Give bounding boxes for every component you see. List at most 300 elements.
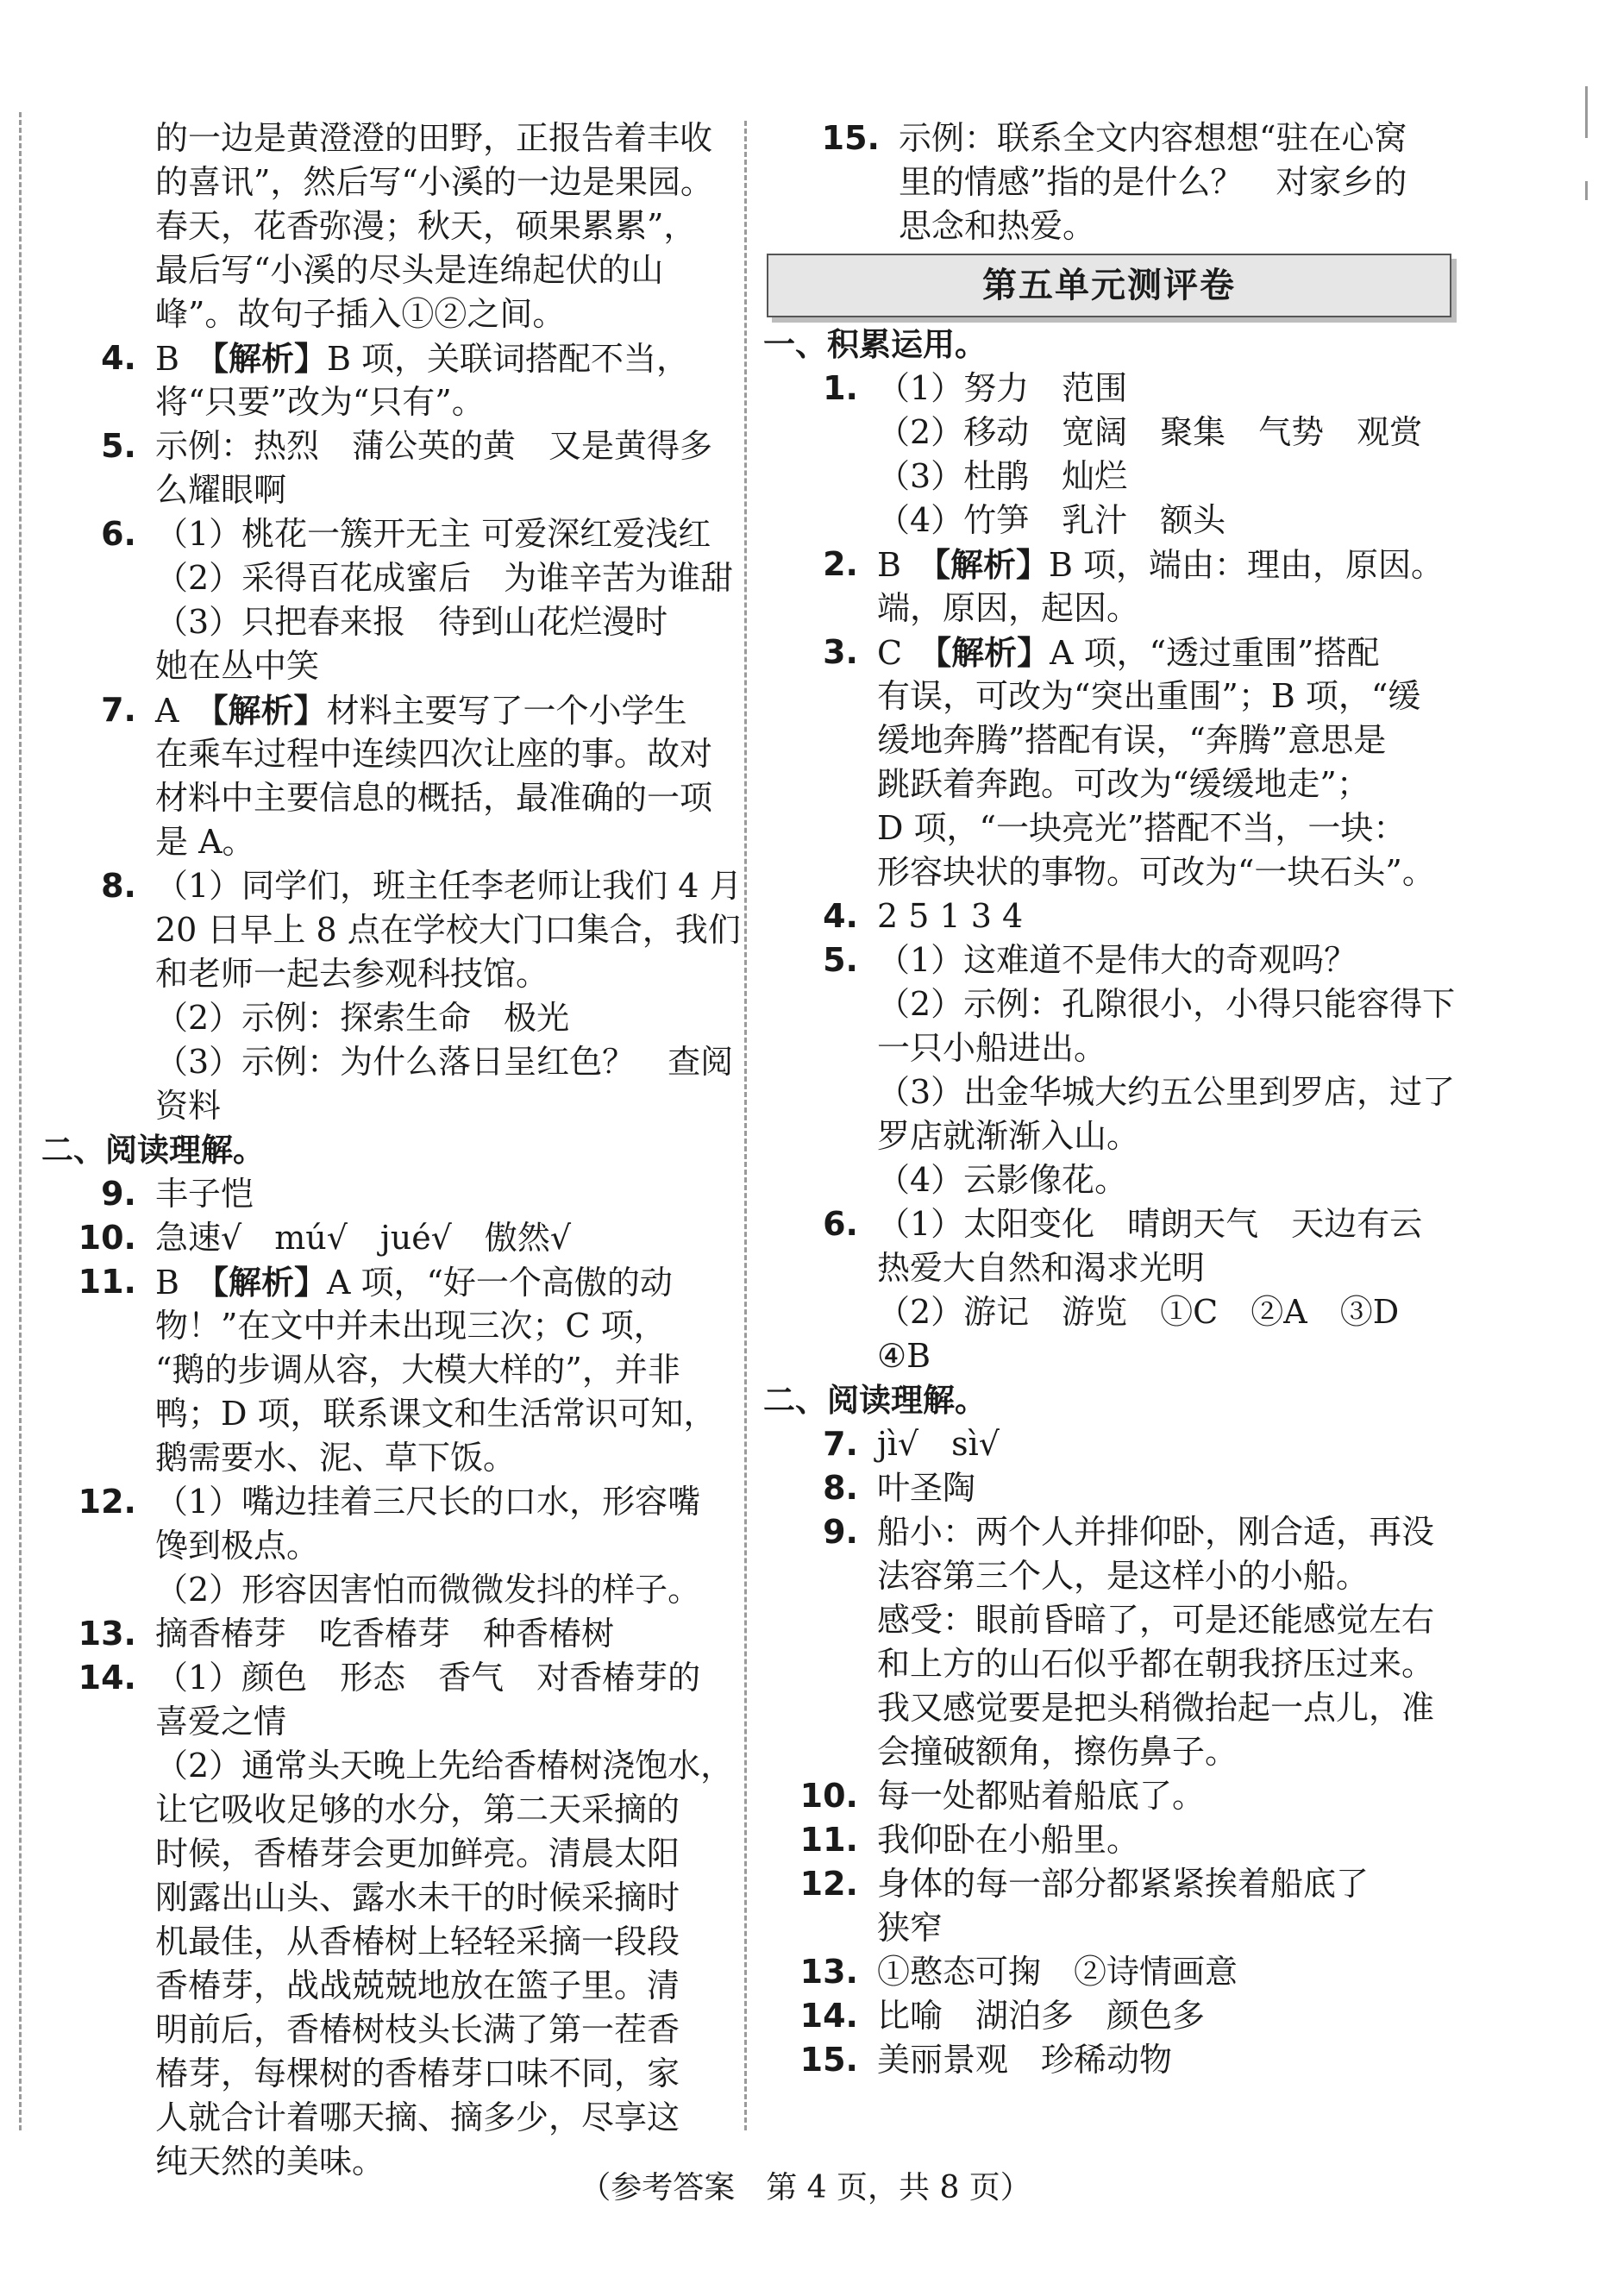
answer-text-wrap (155, 1920, 680, 1964)
answer-line (41, 380, 731, 424)
answer-line (41, 1920, 731, 1964)
binding-dashed-line (19, 112, 22, 2130)
answer-text-wrap (877, 1202, 1422, 1246)
answer-text: （2）采得百花成蜜后 为谁辛苦为谁甜 (155, 559, 734, 597)
section-heading (763, 1378, 1455, 1422)
answer-text: 明前后，香椿树枝头长满了第一茬香 (155, 2011, 680, 2048)
answer-item (763, 1818, 1455, 1862)
answer-text-wrap (877, 674, 1420, 718)
analysis-text: A 项，“好一个高傲的动 (326, 1264, 673, 1302)
answer-text-wrap (877, 1246, 1205, 1290)
answer-text: 一只小船进出。 (877, 1029, 1107, 1067)
answer-line (763, 1730, 1455, 1774)
answer-item (763, 543, 1455, 587)
answer-text-wrap (877, 2038, 1172, 2082)
answer-text: 会撞破额角，擦伤鼻子。 (877, 1733, 1238, 1771)
answer-line (41, 1524, 731, 1568)
answer-text: 鹅需要水、泥、草下饭。 (155, 1439, 517, 1477)
answer-line (763, 850, 1455, 894)
answer-line (763, 1114, 1455, 1158)
answer-text-wrap (155, 1700, 286, 1744)
answer-text: 和老师一起去参观科技馆。 (155, 955, 549, 993)
answer-text: （1）同学们，班主任李老师让我们 4 月 (155, 867, 743, 905)
answer-line (41, 292, 731, 336)
analysis-text: B 项，端由：理由，原因。 (1048, 546, 1444, 584)
answer-line (41, 1744, 734, 1788)
question-number: 10. (78, 1219, 136, 1257)
answer-text-wrap (155, 776, 712, 820)
question-number: 8. (823, 1469, 858, 1507)
answer-text: 是 A。 (155, 823, 255, 861)
answer-text-wrap (155, 116, 712, 160)
answer-text-wrap (877, 1026, 1106, 1070)
answer-item (763, 1862, 1455, 1906)
answer-text-wrap (155, 468, 286, 512)
answer-text: 她在丛中笑 (155, 647, 320, 685)
answer-text-wrap (877, 894, 1023, 938)
answer-text: （3）示例：为什么落日呈红色？ 查阅 (155, 1043, 734, 1081)
answer-text-wrap (877, 1994, 1205, 2038)
answer-text: 叶圣陶 (877, 1469, 976, 1507)
section-heading (763, 323, 1455, 367)
question-number: 11. (799, 1821, 858, 1859)
answer-line (41, 160, 731, 204)
answer-text-wrap (155, 1172, 254, 1216)
answer-line (763, 455, 1455, 499)
answer-item (41, 1656, 731, 1700)
answer-text-wrap (155, 864, 743, 908)
answer-text-wrap (155, 688, 686, 733)
answer-text: 的喜讯”，然后写“小溪的一边是果园。 (155, 163, 713, 201)
answer-text-wrap (155, 1040, 733, 1084)
answer-text-wrap (877, 1334, 931, 1378)
answer-text: 我又感觉要是把头稍微抬起一点儿，准 (877, 1689, 1435, 1727)
answer-text-wrap (877, 1114, 1139, 1158)
answer-item (763, 2038, 1455, 2082)
question-number: 7. (101, 691, 136, 729)
answer-item (41, 864, 743, 908)
answer-text: 馋到极点。 (155, 1527, 320, 1565)
unit-test-banner (767, 254, 1451, 317)
answer-item (41, 1480, 731, 1524)
answer-text: ①憨态可掬 ②诗情画意 (877, 1953, 1238, 1991)
answer-text: （1）太阳变化 晴朗天气 天边有云 (877, 1205, 1423, 1243)
answer-text-wrap (877, 499, 1225, 543)
answer-text: 比喻 湖泊多 颜色多 (877, 1997, 1206, 2035)
question-number: 8. (101, 867, 136, 905)
answer-text-wrap (877, 1466, 975, 1510)
answer-text-wrap (877, 1906, 943, 1950)
answer-text-wrap (877, 1950, 1238, 1994)
answer-line (41, 1040, 734, 1084)
analysis-text: 材料主要写了一个小学生 (326, 692, 687, 730)
answer-text: 20 日早上 8 点在学校大门口集合，我们 (155, 911, 741, 949)
column-divider (744, 121, 747, 2130)
answer-text-wrap (155, 820, 255, 864)
answer-text-wrap (155, 952, 548, 996)
answer-text: 法容第三个人，是这样小的小船。 (877, 1557, 1370, 1595)
question-number: 11. (78, 1263, 136, 1301)
answer-item (41, 1612, 731, 1656)
answer-text: 让它吸收足够的水分，第二天采摘的 (155, 1791, 680, 1829)
answer-line (41, 820, 731, 864)
answer-line (41, 1700, 731, 1744)
answer-line (41, 1788, 731, 1832)
section-heading-text: 二、阅读理解。 (763, 1382, 987, 1419)
answer-text-wrap (877, 1642, 1434, 1686)
question-number: 9. (101, 1175, 136, 1213)
answer-item (763, 1510, 1455, 1554)
answer-item (41, 336, 731, 380)
answer-text: （2）通常头天晚上先给香椿树浇饱水， (155, 1747, 734, 1785)
answer-text-wrap (877, 630, 1379, 675)
answer-text: 热爱大自然和渴求光明 (877, 1249, 1206, 1287)
answer-text-wrap (877, 1774, 1205, 1818)
answer-text: 在乘车过程中连续四次让座的事。故对 (155, 735, 713, 773)
answer-line (763, 1246, 1455, 1290)
answer-line (763, 674, 1455, 718)
answer-item (41, 424, 731, 468)
right-column-answers (763, 323, 1455, 2082)
question-number: 12. (799, 1865, 858, 1903)
answer-text-wrap (877, 762, 1370, 806)
unit-test-title: 第五单元测评卷 (982, 265, 1236, 305)
question-number: 15. (799, 2041, 858, 2079)
answer-text: 缓地奔腾”搭配有误，“奔腾”意思是 (877, 721, 1387, 759)
answer-text: 纯天然的美味。 (155, 2142, 386, 2180)
answer-line (763, 1334, 1455, 1378)
answer-text-wrap (155, 1788, 680, 1832)
answer-text-wrap (877, 543, 1444, 587)
answer-text-wrap (155, 424, 712, 468)
answer-text-wrap (155, 732, 712, 776)
answer-text-wrap (877, 1290, 1399, 1334)
answer-text-wrap (155, 160, 713, 204)
answer-text-wrap (155, 1216, 571, 1260)
answer-text: 罗店就渐渐入山。 (877, 1117, 1140, 1155)
answer-line (41, 2052, 731, 2096)
answer-text: 么耀眼啊 (155, 471, 287, 509)
answer-text-wrap (877, 1158, 1127, 1202)
answer-text-wrap (155, 1260, 673, 1305)
left-column (41, 116, 743, 2184)
answer-text: 思念和热爱。 (899, 207, 1096, 245)
answer-text: 和上方的山石似乎都在朝我挤压过来。 (877, 1645, 1435, 1683)
answer-line (763, 411, 1455, 455)
answer-text: （3）杜鹃 灿烂 (877, 457, 1128, 495)
answer-item (41, 688, 731, 732)
answer-text: （2）游记 游览 ①C ②A ③D (877, 1293, 1400, 1331)
answer-text: 香椿芽，战战兢兢地放在篮子里。清 (155, 1967, 680, 2004)
answer-text-wrap (155, 1744, 733, 1788)
answer-item (763, 630, 1455, 674)
answer-text-wrap (877, 1422, 1000, 1466)
question-number: 7. (823, 1425, 858, 1463)
answer-text-wrap (155, 1832, 680, 1876)
answer-text: 机最佳，从香椿树上轻轻采摘一段段 (155, 1923, 680, 1960)
answer-item (763, 367, 1455, 411)
answer-text-wrap (155, 292, 565, 336)
answer-text: 感受：眼前昏暗了，可是还能感觉左右 (877, 1601, 1435, 1639)
answer-item (763, 1202, 1455, 1246)
answer-line (41, 776, 731, 820)
answer-text: 丰子恺 (155, 1175, 254, 1213)
question-number: 2. (823, 545, 858, 583)
answer-text-wrap (155, 248, 663, 292)
answer-text: （2）示例：探索生命 极光 (155, 999, 570, 1037)
answer-line (41, 1392, 731, 1436)
answer-line (41, 204, 731, 248)
answer-line (41, 468, 731, 512)
answer-text: 示例：热烈 蒲公英的黄 又是黄得多 (155, 427, 713, 465)
answer-text: 美丽景观 珍稀动物 (877, 2041, 1173, 2079)
question-number: 5. (101, 427, 136, 465)
answer-text-wrap (155, 1304, 667, 1348)
answer-line (763, 1070, 1455, 1114)
answer-item (763, 894, 1455, 938)
edge-mark-top (1585, 86, 1588, 138)
answer-text-wrap (877, 1598, 1434, 1642)
analysis-text: B 项，关联词搭配不当， (326, 340, 689, 378)
right-column (763, 116, 1455, 2082)
answer-text-wrap (155, 2008, 680, 2052)
answer-text: 急速√ mú√ jué√ 傲然√ (155, 1219, 572, 1257)
answer-text: 狭窄 (877, 1909, 943, 1947)
question-number: 13. (78, 1615, 136, 1653)
answer-text-wrap (877, 1510, 1434, 1554)
answer-text-wrap (877, 455, 1127, 499)
analysis-label: 【解析】 (935, 633, 1050, 672)
answer-line (41, 248, 731, 292)
answer-text-wrap (155, 204, 696, 248)
answer-text-wrap (155, 2096, 680, 2140)
answer-text: 鸭；D 项，联系课文和生活常识可知， (155, 1395, 717, 1433)
answer-line (41, 1304, 731, 1348)
section-heading (41, 1128, 731, 1172)
right-column-top-answers (763, 116, 1455, 248)
answer-text-wrap (877, 806, 1406, 850)
answer-line (41, 116, 731, 160)
answer-line (41, 732, 731, 776)
answer-text: 的一边是黄澄澄的田野，正报告着丰收 (155, 119, 713, 157)
question-number: 3. (823, 633, 858, 671)
analysis-label: 【解析】 (211, 1263, 327, 1302)
answer-line (41, 1832, 731, 1876)
answer-line (763, 160, 1455, 204)
answer-text: （1）嘴边挂着三尺长的口水，形容嘴 (155, 1483, 701, 1521)
answer-text-wrap (155, 600, 668, 644)
answer-text-wrap (899, 116, 1407, 160)
answer-text: 峰”。故句子插入①②之间。 (155, 295, 566, 333)
answer-text-wrap (877, 1686, 1434, 1730)
answer-text: 最后写“小溪的尽头是连绵起伏的山 (155, 251, 664, 289)
answer-text: 有误，可改为“突出重围”；B 项，“缓 (877, 677, 1421, 715)
answer-text-wrap (155, 1436, 516, 1480)
question-number: 14. (78, 1659, 136, 1697)
answer-text-wrap (899, 160, 1407, 204)
answer-text: 刚露出山头、露水未干的时候采摘时 (155, 1879, 680, 1916)
answer-text: C (877, 634, 936, 672)
answer-text: B (155, 340, 212, 378)
answer-line (763, 1906, 1455, 1950)
answer-line (763, 718, 1455, 762)
answer-line (763, 1290, 1455, 1334)
answer-item (41, 1260, 731, 1304)
answer-text-wrap (155, 1480, 700, 1524)
answer-text: 资料 (155, 1087, 222, 1125)
section-heading-text: 一、积累运用。 (763, 326, 987, 363)
answer-text: 示例：联系全文内容想想“驻在心窝 (899, 119, 1407, 157)
answer-text-wrap (877, 982, 1455, 1026)
answer-line (41, 1348, 731, 1392)
answer-text: （2）移动 宽阔 聚集 气势 观赏 (877, 413, 1423, 451)
answer-line (41, 1436, 731, 1480)
answer-text-wrap (155, 908, 741, 952)
answer-text-wrap (877, 1070, 1455, 1114)
answer-text: 形容块状的事物。可改为“一块石头”。 (877, 853, 1435, 891)
answer-text: 里的情感”指的是什么？ 对家乡的 (899, 163, 1407, 201)
answer-text: “鹅的步调从容，大模大样的”，并非 (155, 1351, 680, 1389)
answer-text-wrap (155, 2052, 680, 2096)
answer-line (763, 982, 1455, 1026)
question-number: 4. (823, 897, 858, 935)
answer-text: （1）颜色 形态 香气 对香椿芽的 (155, 1659, 701, 1697)
analysis-text: A 项，“透过重围”搭配 (1050, 634, 1380, 672)
answer-item (763, 1994, 1455, 2038)
answer-text: 每一处都贴着船底了。 (877, 1777, 1206, 1815)
answer-text: 材料中主要信息的概括，最准确的一项 (155, 779, 713, 817)
answer-item (41, 1216, 731, 1260)
answer-line (763, 806, 1455, 850)
answer-text-wrap (155, 1348, 680, 1392)
question-number: 14. (799, 1997, 858, 2035)
answer-item (763, 1466, 1455, 1510)
answer-line (763, 499, 1455, 543)
answer-line (763, 204, 1455, 248)
answer-text: 喜爱之情 (155, 1703, 287, 1741)
answer-text-wrap (155, 1084, 221, 1128)
answer-text: 2 5 1 3 4 (877, 897, 1024, 935)
answer-text: 椿芽，每棵树的香椿芽口味不同，家 (155, 2054, 680, 2092)
answer-text-wrap (155, 336, 689, 381)
question-number: 12. (78, 1483, 136, 1521)
question-number: 15. (821, 119, 880, 157)
answer-item (41, 1172, 731, 1216)
answer-item (763, 1950, 1455, 1994)
answer-text-wrap (155, 1964, 680, 2008)
answer-text: 将“只要”改为“只有”。 (155, 383, 485, 421)
answer-text: D 项，“一块亮光”搭配不当，一块： (877, 809, 1407, 847)
answer-line (763, 1686, 1455, 1730)
question-number: 4. (101, 339, 136, 377)
answer-line (41, 2096, 731, 2140)
answer-text: 端，原因，起因。 (877, 589, 1140, 627)
answer-text-wrap (155, 644, 319, 688)
answer-line (41, 996, 731, 1040)
answer-text: ④B (877, 1337, 931, 1375)
answer-line (763, 1158, 1455, 1202)
answer-item (41, 512, 731, 556)
answer-text-wrap (155, 380, 485, 424)
answer-line (41, 600, 731, 644)
question-number: 6. (101, 515, 136, 553)
answer-text-wrap (155, 1612, 614, 1656)
answer-line (763, 1026, 1455, 1070)
answer-text: 我仰卧在小船里。 (877, 1821, 1140, 1859)
answer-text-wrap (877, 718, 1386, 762)
answer-text-wrap (877, 1730, 1238, 1774)
answer-text-wrap (155, 1876, 680, 1920)
answer-text-wrap (877, 1818, 1139, 1862)
answer-text: 春天，花香弥漫；秋天，硕果累累”， (155, 207, 697, 245)
answer-line (41, 1964, 731, 2008)
answer-text-wrap (155, 512, 711, 556)
answer-line (763, 1642, 1455, 1686)
answer-text: jì√ sì√ (877, 1425, 1000, 1463)
answer-text-wrap (877, 850, 1435, 894)
answer-item (763, 1774, 1455, 1818)
answer-text-wrap (877, 587, 1139, 630)
answer-text: B (877, 546, 934, 584)
question-number: 5. (823, 941, 858, 979)
question-number: 1. (823, 369, 858, 407)
answer-text: 人就合计着哪天摘、摘多少，尽享这 (155, 2098, 680, 2136)
answer-text: 摘香椿芽 吃香椿芽 种香椿树 (155, 1615, 615, 1653)
answer-text: 时候，香椿芽会更加鲜亮。清晨太阳 (155, 1835, 680, 1873)
answer-text: （3）只把春来报 待到山花烂漫时 (155, 603, 668, 641)
answer-text: B (155, 1264, 212, 1302)
answer-text-wrap (155, 1392, 717, 1436)
analysis-label: 【解析】 (211, 339, 327, 378)
answer-text: 船小：两个人并排仰卧，刚合适，再没 (877, 1513, 1435, 1551)
answer-text-wrap (877, 411, 1422, 455)
answer-text-wrap (877, 367, 1127, 411)
question-number: 6. (823, 1205, 858, 1243)
answer-text: （4）竹笋 乳汁 额头 (877, 501, 1226, 539)
answer-text: （1）努力 范围 (877, 369, 1128, 407)
answer-line (763, 587, 1455, 630)
answer-text: （1）这难道不是伟大的奇观吗？ (877, 941, 1357, 979)
answer-text-wrap (877, 1554, 1369, 1598)
analysis-label: 【解析】 (211, 691, 327, 730)
answer-text-wrap (877, 938, 1357, 982)
answer-text-wrap (155, 1656, 700, 1700)
answer-text-wrap (877, 1862, 1369, 1906)
answer-text: （3）出金华城大约五公里到罗店，过了 (877, 1073, 1456, 1111)
answer-line (41, 1084, 731, 1128)
answer-text: 跳跃着奔跑。可改为“缓缓地走”； (877, 765, 1370, 803)
question-number: 10. (799, 1777, 858, 1815)
answer-line (41, 908, 741, 952)
answer-line (41, 1568, 731, 1612)
answer-line (41, 1876, 731, 1920)
answer-line (763, 1598, 1455, 1642)
answer-text-wrap (155, 1568, 700, 1612)
answer-text-wrap (155, 1524, 319, 1568)
answer-text-wrap (155, 996, 569, 1040)
answer-item (763, 938, 1455, 982)
answer-text: （4）云影像花。 (877, 1161, 1128, 1199)
answer-text: （1）桃花一簇开无主 可爱深红爱浅红 (155, 515, 711, 553)
question-number: 13. (799, 1953, 858, 1991)
answer-line (763, 762, 1455, 806)
answer-text: 物！”在文中并未出现三次；C 项， (155, 1307, 667, 1345)
answer-line (41, 952, 731, 996)
answer-text: A (155, 692, 212, 730)
answer-text: 身体的每一部分都紧紧挨着船底了 (877, 1865, 1370, 1903)
answer-item (763, 1422, 1455, 1466)
page-footer: （参考答案 第 4 页，共 8 页） (580, 2170, 1031, 2205)
